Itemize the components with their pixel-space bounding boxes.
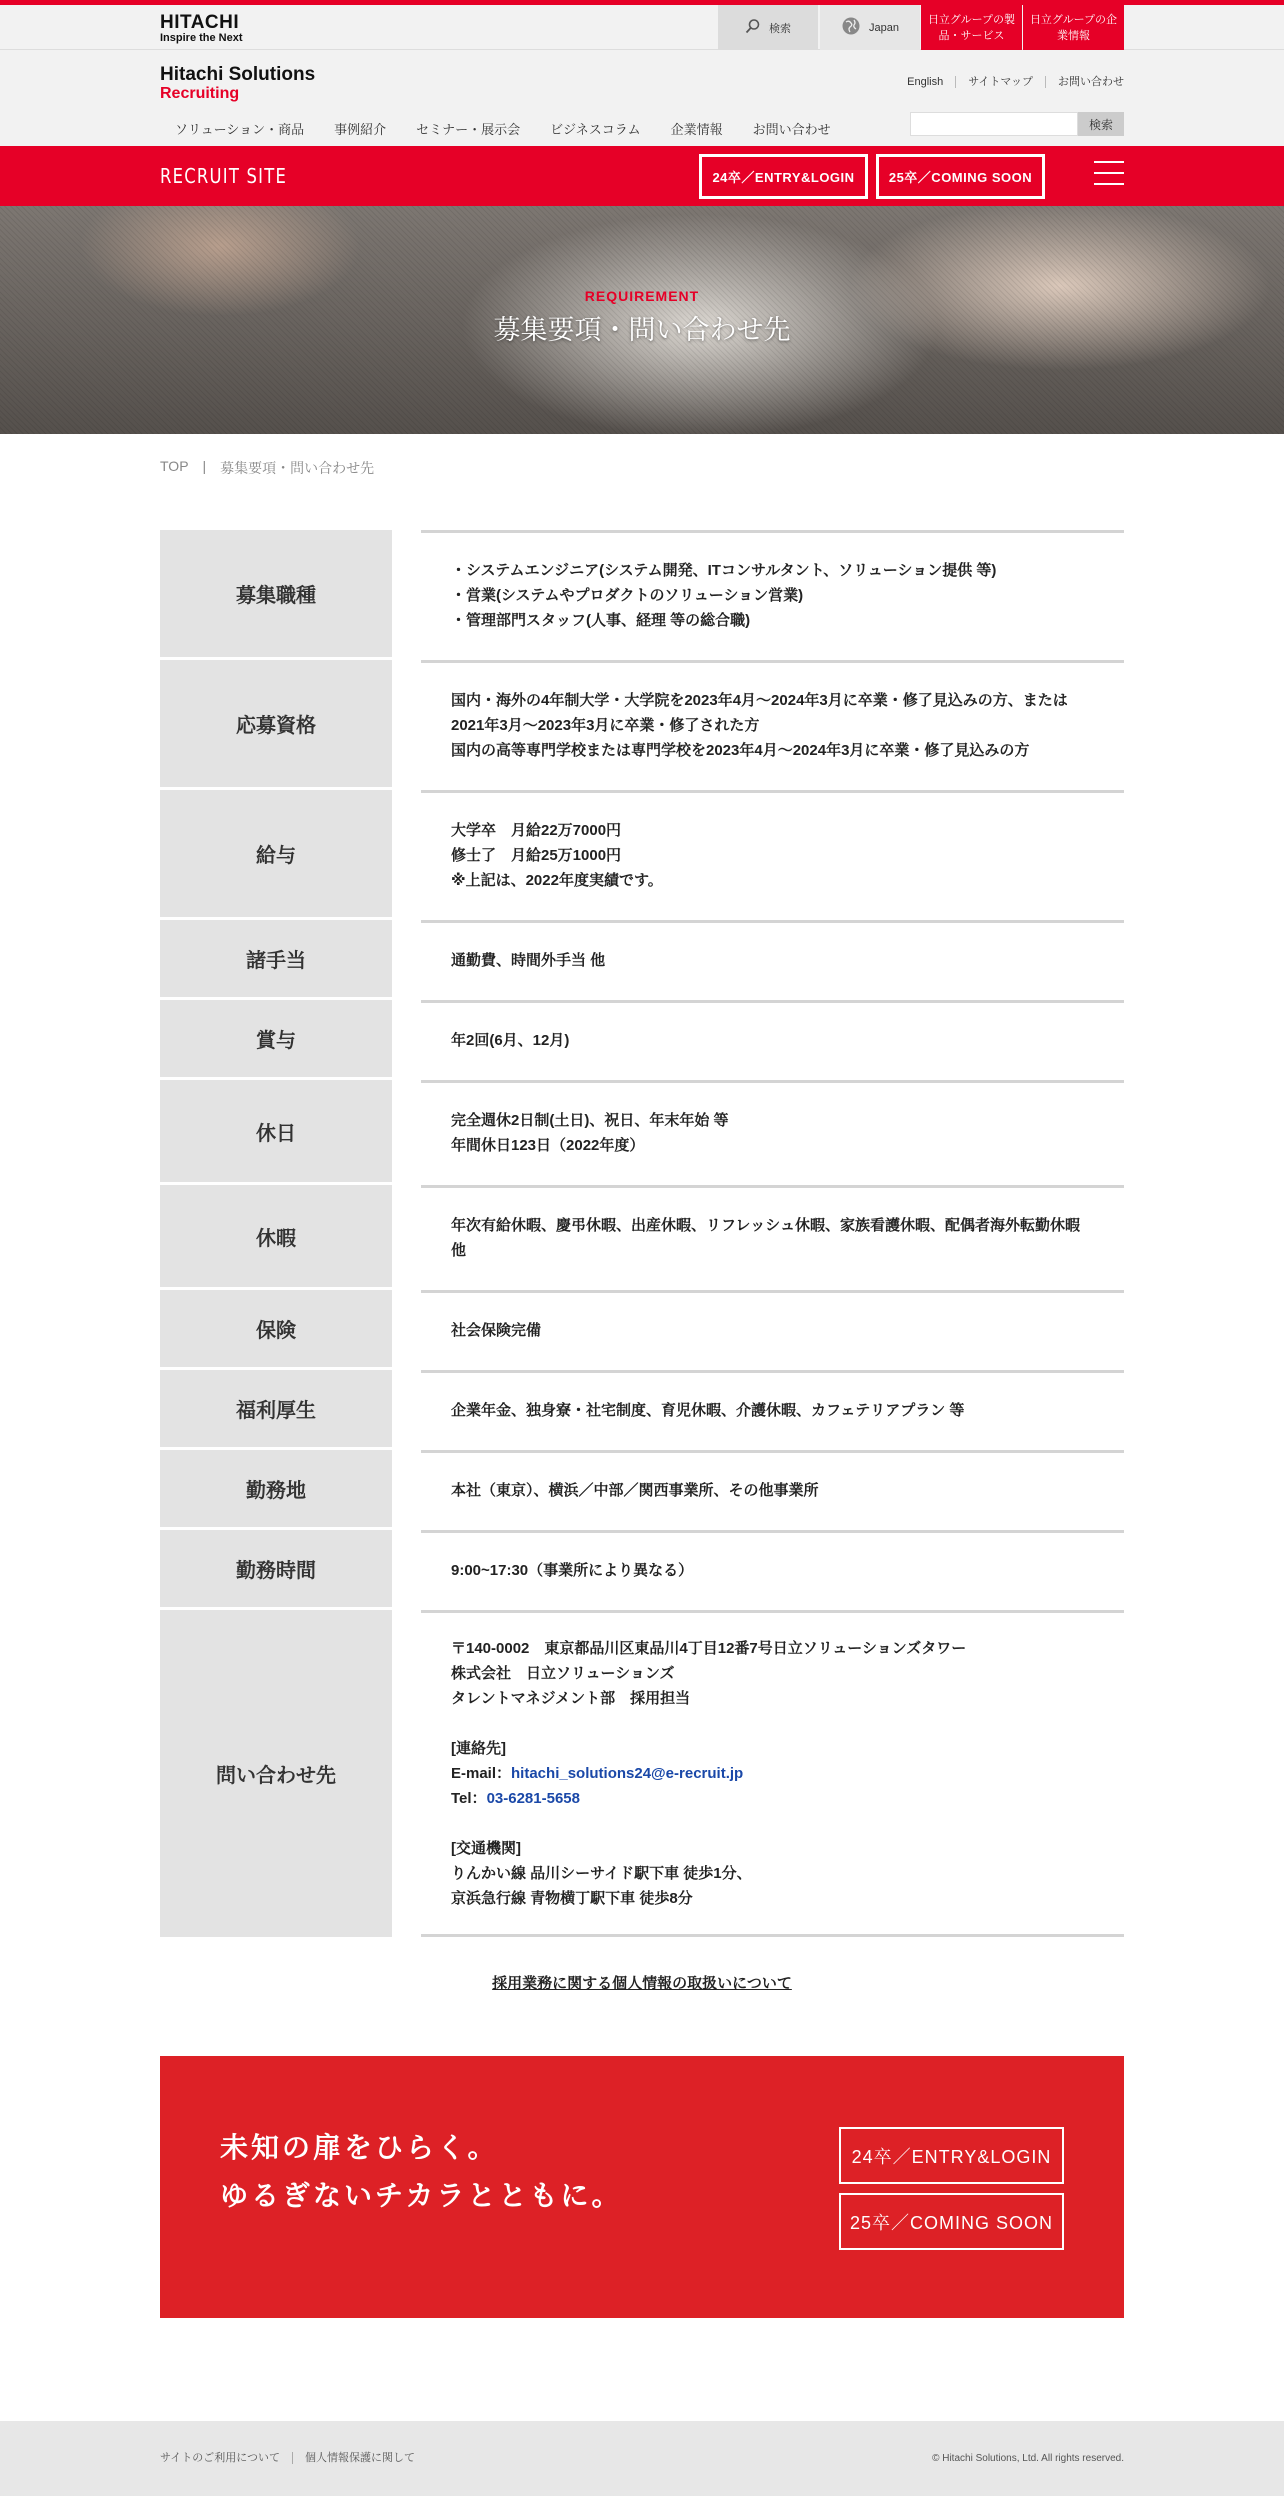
table-row [160, 920, 1124, 997]
breadcrumb-separator: | [202, 458, 207, 474]
utility-bar [0, 5, 1284, 50]
breadcrumb [160, 458, 374, 478]
row-heading: 休暇 [160, 1185, 392, 1287]
copyright: © Hitachi Solutions, Ltd. All rights reserved. [932, 2453, 1124, 2464]
global-search-button[interactable] [718, 5, 818, 50]
recruit-bar [0, 146, 1284, 206]
site-search [910, 112, 1124, 136]
contact-email-line [451, 1761, 1094, 1786]
row-line: 国内の高等専門学校または専門学校を2023年4月～2024年3月に卒業・修了見込みの方 [451, 741, 1030, 759]
row-content [421, 1080, 1124, 1182]
row-heading: 勤務地 [160, 1450, 392, 1527]
group-products-link[interactable]: 日立グループの製品・サービス [921, 5, 1022, 50]
contact-title: [連絡先] [451, 1740, 506, 1757]
main-nav [175, 119, 861, 138]
row-heading: 問い合わせ先 [160, 1610, 392, 1937]
row-line: 大学卒 月給22万7000円 [451, 821, 622, 839]
link-contact[interactable]: お問い合わせ [1045, 76, 1124, 88]
hero-eyebrow: REQUIREMENT [584, 288, 700, 304]
row-line: ・システムエンジニア(システム開発、ITコンサルタント、ソリューション提供 等) [451, 561, 997, 579]
table-row-contact [160, 1610, 1124, 1937]
row-line: 修士了 月給25万1000円 [451, 846, 622, 864]
table-row [160, 1370, 1124, 1447]
link-sitemap[interactable]: サイトマップ [955, 76, 1045, 88]
global-search-label: 検索 [769, 22, 791, 35]
brand-sub: Recruiting [160, 85, 240, 102]
nav-item-company[interactable]: 企業情報 [670, 122, 723, 137]
table-row [160, 1080, 1124, 1182]
table-row [160, 790, 1124, 917]
row-content [421, 1290, 1124, 1367]
row-line: 年次有給休暇、慶弔休暇、出産休暇、リフレッシュ休暇、家族看護休暇、配偶者海外転勤休暇 他 [451, 1216, 1080, 1259]
row-heading: 福利厚生 [160, 1370, 392, 1447]
region-label: Japan [869, 21, 899, 34]
row-content [421, 790, 1124, 917]
search-icon [745, 18, 761, 37]
row-content [421, 1000, 1124, 1077]
row-content [421, 1370, 1124, 1447]
row-heading: 応募資格 [160, 660, 392, 787]
row-heading: 給与 [160, 790, 392, 917]
table-row [160, 1290, 1124, 1367]
row-content [421, 1530, 1124, 1607]
contact-company: 株式会社 日立ソリューションズ [451, 1665, 675, 1682]
banner-line-1: 未知の扉をひらく。 [220, 2131, 499, 2164]
row-heading: 勤務時間 [160, 1530, 392, 1607]
table-row [160, 1000, 1124, 1077]
site-search-input[interactable] [910, 112, 1078, 136]
access-line: りんかい線 品川シーサイド駅下車 徒歩1分、 [451, 1865, 752, 1882]
coming-25-button[interactable]: 25卒／COMING SOON [876, 154, 1045, 199]
recruit-site-title[interactable]: RECRUIT SITE [160, 164, 288, 188]
bottom-cta-banner [160, 2056, 1124, 2318]
breadcrumb-current: 募集要項・問い合わせ先 [220, 460, 375, 476]
globe-icon [841, 16, 861, 39]
page-title: 募集要項・問い合わせ先 [493, 315, 791, 346]
banner-coming-25-button[interactable]: 25卒／COMING SOON [839, 2193, 1064, 2250]
row-line: ※上記は、2022年度実績です。 [451, 871, 663, 889]
row-line: 国内・海外の4年制大学・大学院を2023年4月～2024年3月に卒業・修了見込みの方、または2021年3月～2023年3月に卒業・修了された方 [451, 691, 1068, 734]
tel-link[interactable]: 03-6281-5658 [486, 1790, 580, 1807]
row-heading: 諸手当 [160, 920, 392, 997]
nav-item-column[interactable]: ビジネスコラム [550, 122, 641, 137]
row-heading: 賞与 [160, 1000, 392, 1077]
banner-tagline [220, 2124, 622, 2220]
contact-dept: タレントマネジメント部 採用担当 [451, 1690, 691, 1707]
link-english[interactable]: English [907, 76, 944, 88]
hitachi-logo-tagline: Inspire the Next [160, 32, 243, 44]
contact-tel-line [451, 1786, 1094, 1811]
hitachi-logo-wordmark: HITACHI [160, 12, 240, 33]
site-search-button[interactable]: 検索 [1078, 112, 1124, 136]
row-content [421, 530, 1124, 657]
requirements-table [160, 530, 1124, 1940]
row-content [421, 1185, 1124, 1287]
row-line: ・営業(システムやプロダクトのソリューション営業) [451, 586, 804, 604]
row-line: 社会保険完備 [451, 1321, 542, 1339]
access-title: [交通機関] [451, 1840, 521, 1857]
row-line: 完全週休2日制(土日)、祝日、年末年始 等 [451, 1111, 729, 1129]
table-row [160, 660, 1124, 787]
table-row [160, 1450, 1124, 1527]
site-footer [0, 2421, 1284, 2496]
contact-address: 〒140-0002 東京都品川区東品川4丁目12番7号日立ソリューションズタワー [451, 1640, 967, 1657]
nav-item-contact[interactable]: お問い合わせ [752, 122, 831, 137]
row-line: 9:00~17:30（事業所により異なる） [451, 1561, 694, 1579]
row-line: 年間休日123日（2022年度） [451, 1136, 645, 1154]
email-label: E-mail： [451, 1765, 512, 1782]
banner-entry-24-button[interactable]: 24卒／ENTRY&LOGIN [839, 2127, 1064, 2184]
region-selector[interactable] [820, 5, 920, 50]
contact-content [421, 1610, 1124, 1937]
entry-24-button[interactable]: 24卒／ENTRY&LOGIN [699, 154, 868, 199]
row-line: 通勤費、時間外手当 他 [451, 951, 606, 969]
row-line: 年2回(6月、12月) [451, 1031, 570, 1049]
group-corporate-link[interactable]: 日立グループの企業情報 [1023, 5, 1124, 50]
footer-link-privacy[interactable]: 個人情報保護に関して [292, 2452, 427, 2464]
utility-links [718, 5, 1124, 50]
privacy-policy-link[interactable]: 採用業務に関する個人情報の取扱いについて [492, 1975, 792, 1992]
nav-item-cases[interactable]: 事例紹介 [334, 122, 387, 137]
row-content [421, 660, 1124, 787]
row-heading: 休日 [160, 1080, 392, 1182]
footer-links [160, 2452, 427, 2464]
breadcrumb-home[interactable]: TOP [160, 458, 189, 474]
nav-item-solutions[interactable]: ソリューション・商品 [175, 122, 305, 137]
row-line: ・管理部門スタッフ(人事、経理 等の総合職) [451, 611, 751, 629]
header-sublinks [895, 76, 1124, 88]
hero-banner [0, 206, 1284, 434]
row-line: 企業年金、独身寮・社宅制度、育児休暇、介護休暇、カフェテリアプラン 等 [451, 1401, 965, 1419]
email-link[interactable]: hitachi_solutions24@e-recruit.jp [511, 1765, 744, 1782]
footer-link-terms[interactable]: サイトのご利用について [160, 2452, 281, 2464]
table-row [160, 530, 1124, 657]
row-content [421, 1450, 1124, 1527]
brand-name: Hitachi Solutions [160, 64, 316, 85]
row-heading: 保険 [160, 1290, 392, 1367]
table-row [160, 1185, 1124, 1287]
access-line: 京浜急行線 青物横丁駅下車 徒歩8分 [451, 1890, 693, 1907]
nav-item-seminars[interactable]: セミナー・展示会 [416, 122, 521, 137]
row-line: 本社（東京）、横浜／中部／関西事業所、その他事業所 [451, 1481, 819, 1499]
row-heading: 募集職種 [160, 530, 392, 657]
site-header [0, 50, 1284, 146]
brand-logo[interactable] [160, 65, 315, 103]
table-row [160, 1530, 1124, 1607]
row-content [421, 920, 1124, 997]
hitachi-logo[interactable] [160, 14, 243, 45]
hamburger-menu-icon[interactable] [1094, 161, 1124, 189]
banner-line-2: ゆるぎないチカラとともに。 [220, 2179, 623, 2212]
tel-label: Tel： [451, 1790, 487, 1807]
